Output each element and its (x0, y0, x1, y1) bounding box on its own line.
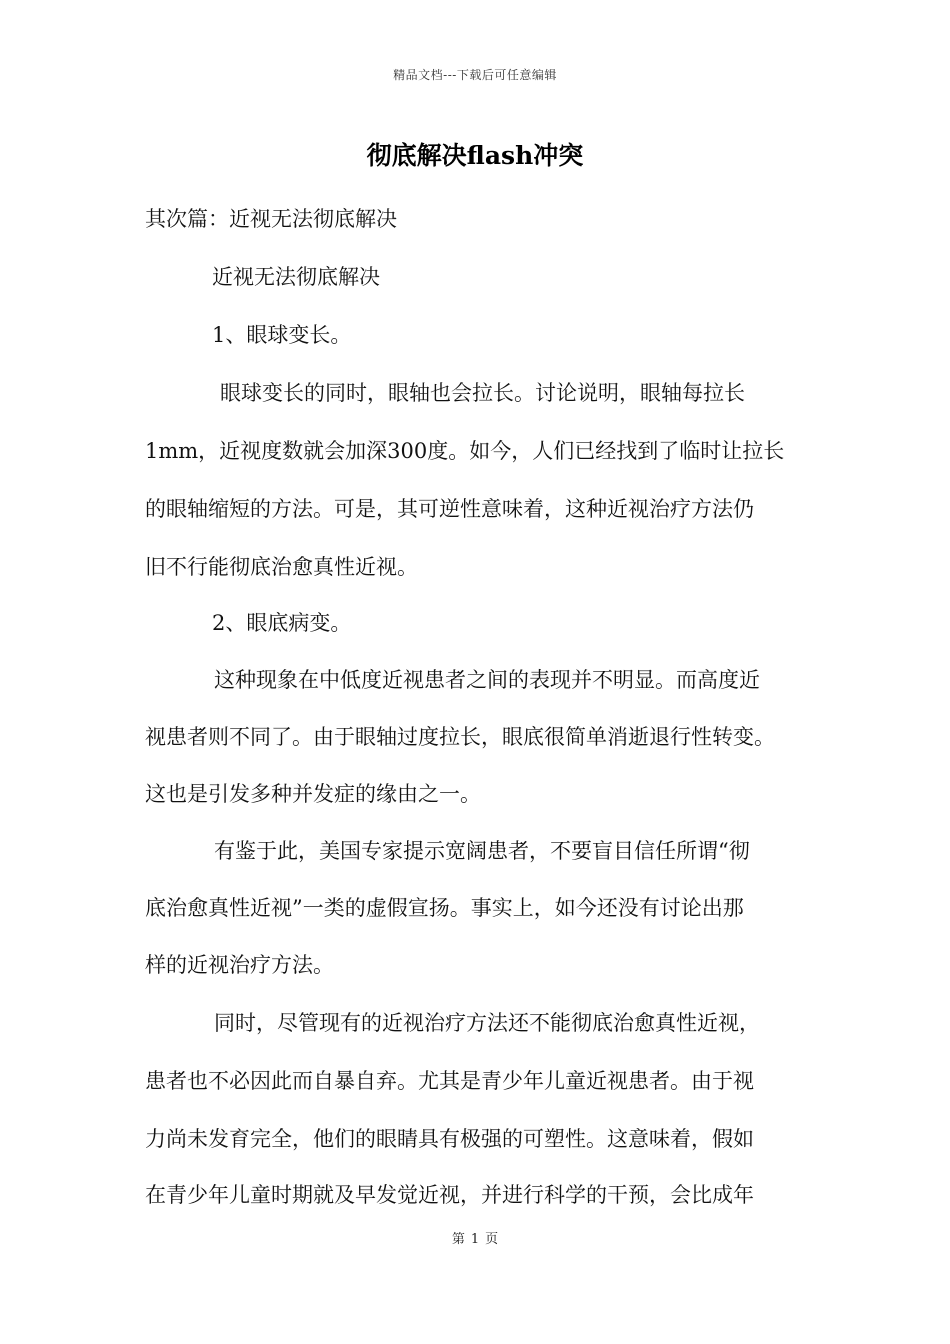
body-line-5: 1mm，近视度数就会加深300度。如今，人们已经找到了临时让拉长 (145, 439, 785, 463)
body-line-16: 患者也不必因此而自暴自弃。尤其是青少年儿童近视患者。由于视 (145, 1069, 754, 1093)
body-line-17: 力尚未发育完全，他们的眼睛具有极强的可塑性。这意味着，假如 (145, 1127, 754, 1151)
body-line-7: 旧不行能彻底治愈真性近视。 (145, 555, 418, 579)
document-title: 彻底解决flash冲突 (366, 141, 584, 170)
body-line-8: 2、眼底病变。 (212, 611, 352, 635)
page-number-footer (0, 1228, 950, 1247)
body-line-11: 这也是引发多种并发症的缘由之一。 (145, 782, 481, 806)
header-note: 精品文档---下载后可任意编辑 (393, 68, 557, 82)
body-line-10: 视患者则不同了。由于眼轴过度拉长，眼底很简单消逝退行性转变。 (145, 725, 775, 749)
body-line-2: 近视无法彻底解决 (212, 265, 380, 289)
body-line-13: 底治愈真性近视”一类的虚假宣扬。事实上，如今还没有讨论出那 (145, 896, 744, 920)
body-line-12: 有鉴于此，美国专家提示宽阔患者，不要盲目信任所谓“彻 (214, 839, 750, 863)
body-line-9: 这种现象在中低度近视患者之间的表现并不明显。而高度近 (214, 668, 760, 692)
body-line-4: 眼球变长的同时，眼轴也会拉长。讨论说明，眼轴每拉长 (220, 381, 745, 405)
page-prefix: 第 (451, 1232, 465, 1247)
body-line-1: 其次篇：近视无法彻底解决 (145, 207, 397, 231)
body-line-14: 样的近视治疗方法。 (145, 953, 334, 977)
page-suffix: 页 (485, 1232, 499, 1247)
page-number: 1 (470, 1232, 480, 1247)
body-line-15: 同时，尽管现有的近视治疗方法还不能彻底治愈真性近视， (214, 1011, 760, 1035)
body-line-3: 1、眼球变长。 (212, 323, 352, 347)
body-line-18: 在青少年儿童时期就及早发觉近视，并进行科学的干预，会比成年 (145, 1183, 754, 1207)
body-line-6: 的眼轴缩短的方法。可是，其可逆性意味着，这种近视治疗方法仍 (145, 497, 754, 521)
